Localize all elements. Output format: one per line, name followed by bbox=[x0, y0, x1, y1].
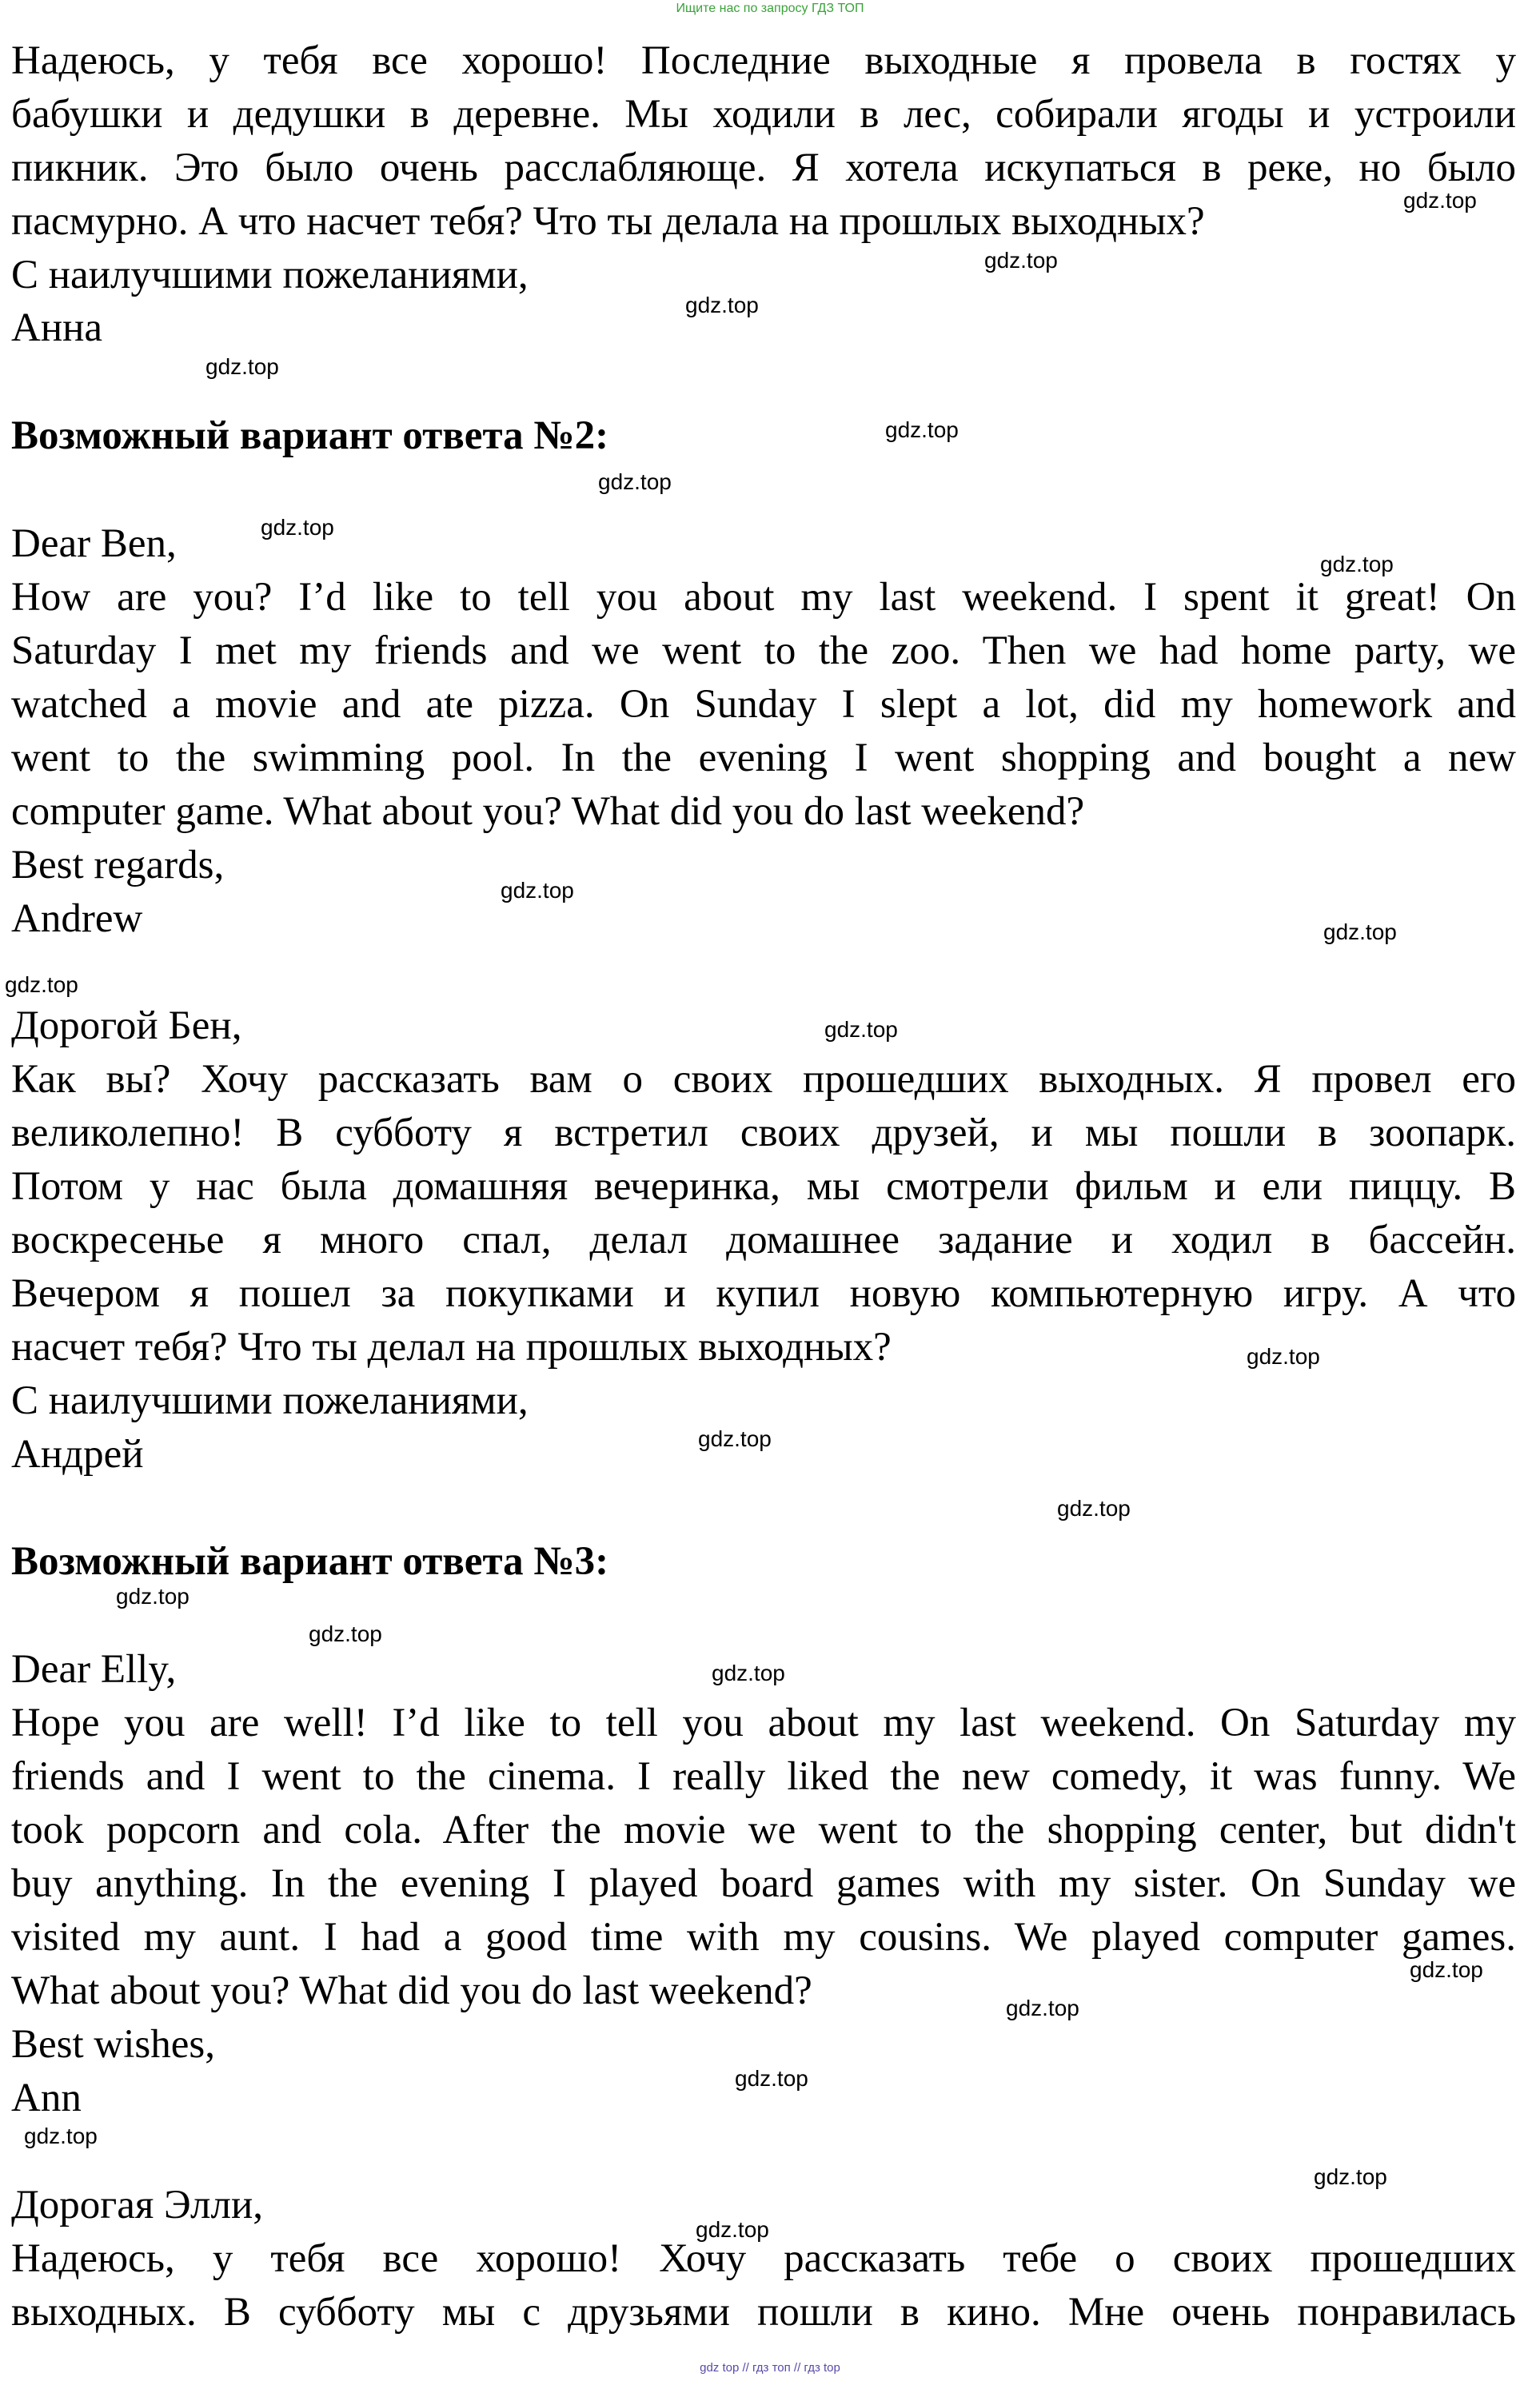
watermark-text: gdz.top bbox=[984, 248, 1058, 273]
letter-closing: С наилучшими пожеланиями, bbox=[11, 253, 529, 297]
watermark-text: gdz.top bbox=[696, 2217, 769, 2242]
text-line: выходных. В субботу мы с друзьями пошли в кино. Мне очень понравилась bbox=[11, 2290, 1516, 2335]
text-line: What about you? What did you do last weekend? bbox=[11, 1968, 812, 2013]
variant-heading: Возможный вариант ответа №2: bbox=[11, 413, 609, 458]
text-line: visited my aunt. I had a good time with my cousins. We played computer games. bbox=[11, 1915, 1516, 1960]
watermark-text: gdz.top bbox=[1320, 552, 1394, 576]
text-line: воскресенье я много спал, делал домашнее задание и ходил в бассейн. bbox=[11, 1218, 1516, 1262]
text-line: Надеюсь, у тебя все хорошо! Хочу рассказать тебе о своих прошедших bbox=[11, 2236, 1516, 2281]
text-line: Вечером я пошел за покупками и купил новую компьютерную игру. А что bbox=[11, 1271, 1516, 1316]
text-line: бабушки и дедушки в деревне. Мы ходили в лес, собирали ягоды и устроили bbox=[11, 92, 1516, 137]
text-line: computer game. What about you? What did you do last weekend? bbox=[11, 789, 1085, 834]
text-line: пасмурно. А что насчет тебя? Что ты делала на прошлых выходных? bbox=[11, 199, 1205, 244]
text-line: How are you? I’d like to tell you about my last weekend. I spent it great! On bbox=[11, 575, 1516, 620]
text-line: пикник. Это было очень расслабляюще. Я хотела искупаться в реке, но было bbox=[11, 146, 1516, 190]
watermark-text: gdz.top bbox=[824, 1017, 898, 1042]
letter-greeting: Dear Elly, bbox=[11, 1647, 177, 1692]
variant-heading: Возможный вариант ответа №3: bbox=[11, 1539, 609, 1584]
watermark-text: gdz.top bbox=[712, 1661, 785, 1685]
text-line: friends and I went to the cinema. I really liked the new comedy, it was funny. We bbox=[11, 1754, 1516, 1799]
watermark-text: gdz.top bbox=[501, 878, 574, 903]
text-line: took popcorn and cola. After the movie we went to the shopping center, but didn't bbox=[11, 1808, 1516, 1853]
letter-signature: Andrew bbox=[11, 896, 143, 941]
watermark-text: gdz.top bbox=[5, 972, 78, 997]
watermark-text: gdz.top bbox=[1057, 1496, 1131, 1521]
letter-signature: Ann bbox=[11, 2076, 82, 2120]
watermark-text: gdz.top bbox=[1247, 1344, 1320, 1369]
text-line: великолепно! В субботу я встретил своих друзей, и мы пошли в зоопарк. bbox=[11, 1111, 1516, 1155]
watermark-text: gdz.top bbox=[24, 2124, 98, 2148]
text-line: Hope you are well! I’d like to tell you about my last weekend. On Saturday my bbox=[11, 1701, 1516, 1745]
text-line: Saturday I met my friends and we went to the zoo. Then we had home party, we bbox=[11, 628, 1516, 673]
footer-links[interactable]: gdz top // гдз топ // гдз top bbox=[700, 2361, 840, 2375]
watermark-text: gdz.top bbox=[116, 1584, 190, 1609]
text-line: Как вы? Хочу рассказать вам о своих прошедших выходных. Я провел его bbox=[11, 1057, 1516, 1102]
letter-closing: Best regards, bbox=[11, 843, 225, 887]
text-line: went to the swimming pool. In the evening I went shopping and bought a new bbox=[11, 736, 1516, 780]
watermark-text: gdz.top bbox=[261, 515, 334, 540]
letter-greeting: Дорогой Бен, bbox=[11, 1003, 242, 1048]
text-line: насчет тебя? Что ты делал на прошлых выходных? bbox=[11, 1325, 892, 1370]
watermark-text: gdz.top bbox=[735, 2066, 808, 2091]
letter-closing: С наилучшими пожеланиями, bbox=[11, 1378, 529, 1423]
watermark-text: gdz.top bbox=[1323, 919, 1397, 944]
watermark-text: gdz.top bbox=[1006, 1996, 1079, 2020]
watermark-text: gdz.top bbox=[598, 469, 672, 494]
watermark-text: gdz.top bbox=[1314, 2164, 1387, 2189]
watermark-text: gdz.top bbox=[1410, 1957, 1483, 1982]
watermark-text: gdz.top bbox=[1403, 188, 1477, 213]
letter-closing: Best wishes, bbox=[11, 2022, 215, 2067]
text-line: buy anything. In the evening I played board games with my sister. On Sunday we bbox=[11, 1861, 1516, 1906]
top-banner: Ищите нас по запросу ГДЗ ТОП bbox=[676, 2, 864, 15]
letter-signature: Андрей bbox=[11, 1432, 144, 1477]
watermark-text: gdz.top bbox=[205, 354, 279, 379]
watermark-text: gdz.top bbox=[309, 1621, 382, 1646]
letter-greeting: Дорогая Элли, bbox=[11, 2183, 263, 2227]
letter-signature: Анна bbox=[11, 305, 103, 350]
text-line: watched a movie and ate pizza. On Sunday I slept a lot, did my homework and bbox=[11, 682, 1516, 727]
watermark-text: gdz.top bbox=[885, 417, 959, 442]
letter-greeting: Dear Ben, bbox=[11, 521, 177, 566]
text-line: Потом у нас была домашняя вечеринка, мы смотрели фильм и ели пиццу. В bbox=[11, 1164, 1516, 1209]
watermark-text: gdz.top bbox=[698, 1426, 772, 1451]
text-line: Надеюсь, у тебя все хорошо! Последние выходные я провела в гостях у bbox=[11, 38, 1516, 83]
watermark-text: gdz.top bbox=[685, 293, 759, 317]
